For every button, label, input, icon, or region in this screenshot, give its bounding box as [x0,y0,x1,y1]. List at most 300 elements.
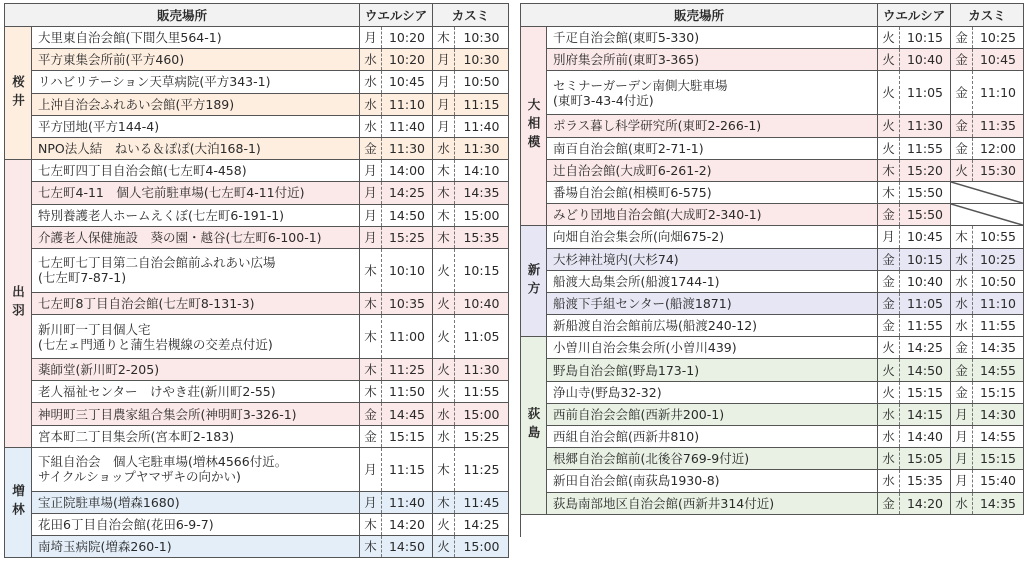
day-label: 火 [433,359,455,380]
kasumi-schedule-cell [951,470,1024,492]
time-label: 14:55 [979,362,1017,378]
kasumi-schedule-cell [951,315,1024,337]
time-label: 11:15 [388,461,426,477]
time-label: 10:40 [906,52,944,68]
kasumi-schedule-cell [433,227,509,249]
region-label: 出羽 [5,160,32,448]
kasumi-schedule-cell [433,315,509,359]
welcia-schedule-cell [878,404,951,426]
kasumi-schedule-cell [951,138,1024,160]
day-label: 水 [360,71,382,92]
location-name: 船渡大島集会所(船渡1744-1) [547,271,878,293]
day-label: 水 [433,138,455,159]
location-name: 船渡下手組センター(船渡1871) [547,293,878,315]
header-kasumi: カスミ [433,4,509,27]
time-label: 10:15 [906,251,944,267]
kasumi-schedule-cell [433,293,509,315]
time-label: 10:55 [979,229,1017,245]
location-name: 下組自治会 個人宅駐車場(増林4566付近。 サイクルショップヤマザキの向かい) [32,448,360,492]
day-label: 木 [433,205,455,226]
location-name: 神明町三丁目農家組合集会所(神明町3-326-1) [32,403,360,425]
welcia-schedule-cell [878,249,951,271]
kasumi-schedule-cell [951,426,1024,448]
time-label: 15:35 [906,473,944,489]
day-label: 水 [878,448,900,469]
location-name: 西前自治会会館(西新井200-1) [547,404,878,426]
welcia-schedule-cell [360,116,433,138]
welcia-schedule-cell [878,293,951,315]
time-label: 15:40 [979,473,1017,489]
location-name: ポラス暮し科学研究所(東町2-266-1) [547,115,878,137]
time-label: 10:45 [979,52,1017,68]
day-label: 木 [360,514,382,535]
day-label: 火 [433,315,455,358]
kasumi-schedule-cell [951,404,1024,426]
welcia-schedule-cell [360,138,433,160]
location-name: 特別養護老人ホームえくぼ(七左町6-191-1) [32,205,360,227]
time-label: 14:40 [906,429,944,445]
time-label: 10:45 [906,229,944,245]
location-name: 七左町四丁目自治会館(七左町4-458) [32,160,360,182]
time-label: 11:00 [388,329,426,345]
region-label: 荻島 [521,337,547,515]
time-label: 11:10 [979,295,1017,311]
time-label: 10:20 [388,30,426,46]
right-schedule-table [520,3,1024,537]
location-name: 浄山寺(野島32-32) [547,382,878,404]
location-name: 別府集会所前(東町3-365) [547,49,878,71]
header-location: 販売場所 [5,4,360,27]
welcia-schedule-cell [360,205,433,227]
kasumi-schedule-cell [433,160,509,182]
welcia-schedule-cell [360,426,433,448]
welcia-schedule-cell [360,448,433,492]
no-service-cell [951,204,1024,226]
kasumi-schedule-cell [951,271,1024,293]
kasumi-schedule-cell [951,115,1024,137]
location-name: NPO法人結 ねいる＆ぽぽ(大泊168-1) [32,138,360,160]
location-name: 向畑自治会集会所(向畑675-2) [547,226,878,248]
time-label: 14:50 [388,207,426,223]
day-label: 金 [878,493,900,514]
kasumi-schedule-cell [433,381,509,403]
day-label: 水 [433,403,455,424]
region-label: 桜井 [5,27,32,160]
day-label: 火 [433,381,455,402]
day-label: 火 [433,514,455,535]
time-label: 14:50 [388,539,426,555]
day-label: 木 [433,448,455,491]
time-label: 11:40 [463,118,500,134]
kasumi-schedule-cell [951,337,1024,359]
day-label: 水 [360,49,382,70]
location-name: 新川町一丁目個人宅 (七左ェ門通りと蒲生岩槻線の交差点付近) [32,315,360,359]
day-label: 金 [951,138,973,159]
location-name: 荻島南部地区自治会館(西新井314付近) [547,493,878,515]
time-label: 14:35 [463,185,500,201]
day-label: 木 [360,536,382,557]
location-name: 平方団地(平方144-4) [32,116,360,138]
day-label: 木 [360,249,382,292]
welcia-schedule-cell [878,138,951,160]
location-name: 千疋自治会館(東町5-330) [547,27,878,49]
location-name: 根郷自治会館前(北後谷769-9付近) [547,448,878,470]
location-name: 辻自治会館(大成町6-261-2) [547,160,878,182]
day-label: 金 [360,138,382,159]
welcia-schedule-cell [360,182,433,204]
day-label: 木 [433,160,455,181]
location-name: 西組自治会館(西新井810) [547,426,878,448]
day-label: 火 [878,337,900,358]
kasumi-schedule-cell [951,49,1024,71]
welcia-schedule-cell [878,359,951,381]
header-welcia: ウエルシア [360,4,433,27]
welcia-schedule-cell [360,315,433,359]
location-name: 上沖自治会ふれあい会館(平方189) [32,94,360,116]
header-kasumi: カスミ [951,4,1024,27]
day-label: 水 [878,404,900,425]
welcia-schedule-cell [360,536,433,558]
welcia-schedule-cell [360,403,433,425]
day-label: 月 [360,492,382,513]
time-label: 11:55 [906,140,944,156]
day-label: 月 [433,49,455,70]
time-label: 11:40 [388,494,426,510]
day-label: 火 [878,27,900,48]
location-name: 介護老人保健施設 葵の園・越谷(七左町6-100-1) [32,227,360,249]
day-label: 木 [360,381,382,402]
kasumi-schedule-cell [951,382,1024,404]
day-label: 水 [878,470,900,491]
time-label: 11:30 [388,141,426,157]
kasumi-schedule-cell [433,492,509,514]
location-name: セミナーガーデン南側大駐車場 (東町3-43-4付近) [547,71,878,115]
location-name: 老人福祉センター けやき荘(新川町2-55) [32,381,360,403]
day-label: 月 [433,71,455,92]
welcia-schedule-cell [878,226,951,248]
time-label: 11:05 [906,85,944,101]
time-label: 11:25 [388,362,426,378]
kasumi-schedule-cell [433,249,509,293]
day-label: 金 [878,271,900,292]
day-label: 金 [951,49,973,70]
kasumi-schedule-cell [433,448,509,492]
day-label: 水 [951,249,973,270]
day-label: 金 [951,115,973,136]
location-name: 新船渡自治会館前広場(船渡240-12) [547,315,878,337]
kasumi-schedule-cell [433,514,509,536]
time-label: 11:50 [388,384,426,400]
day-label: 月 [951,404,973,425]
location-name: 宝正院駐車場(増森1680) [32,492,360,514]
location-name: 七左町七丁目第二自治会館前ふれあい広場 (七左町7-87-1) [32,249,360,293]
welcia-schedule-cell [360,381,433,403]
kasumi-schedule-cell [433,116,509,138]
location-name: 平方東集会所前(平方460) [32,49,360,71]
time-label: 10:35 [388,295,426,311]
day-label: 火 [433,536,455,557]
day-label: 月 [951,426,973,447]
day-label: 水 [360,94,382,115]
time-label: 10:25 [979,251,1017,267]
day-label: 火 [433,293,455,314]
day-label: 金 [878,293,900,314]
time-label: 10:40 [906,273,944,289]
day-label: 金 [951,71,973,114]
kasumi-schedule-cell [951,293,1024,315]
welcia-schedule-cell [360,227,433,249]
header-location: 販売場所 [521,4,878,27]
welcia-schedule-cell [878,204,951,226]
day-label: 木 [433,182,455,203]
day-label: 月 [878,226,900,247]
time-label: 15:50 [906,207,944,223]
location-name: 大里東自治会館(下間久里564-1) [32,27,360,49]
welcia-schedule-cell [878,49,951,71]
day-label: 火 [878,138,900,159]
kasumi-schedule-cell [433,403,509,425]
day-label: 金 [951,337,973,358]
day-label: 木 [433,492,455,513]
time-label: 15:00 [463,406,500,422]
time-label: 11:25 [463,461,500,477]
kasumi-schedule-cell [433,182,509,204]
time-label: 10:50 [463,74,500,90]
time-label: 10:10 [388,262,426,278]
time-label: 10:40 [463,295,500,311]
kasumi-schedule-cell [951,493,1024,515]
day-label: 月 [360,448,382,491]
day-label: 火 [878,382,900,403]
time-label: 14:25 [906,340,944,356]
welcia-schedule-cell [360,94,433,116]
time-label: 15:05 [906,451,944,467]
location-name: みどり団地自治会館(大成町2-340-1) [547,204,878,226]
kasumi-schedule-cell [433,426,509,448]
kasumi-schedule-cell [951,27,1024,49]
time-label: 10:30 [463,30,500,46]
day-label: 金 [951,27,973,48]
day-label: 金 [951,382,973,403]
time-label: 14:25 [388,185,426,201]
day-label: 木 [360,293,382,314]
welcia-schedule-cell [878,337,951,359]
location-name: 野島自治会館(野島173-1) [547,359,878,381]
location-name: 宮本町二丁目集会所(宮本町2-183) [32,426,360,448]
location-name: 花田6丁目自治会館(花田6-9-7) [32,514,360,536]
time-label: 14:10 [463,163,500,179]
time-label: 11:05 [906,295,944,311]
day-label: 木 [433,27,455,48]
day-label: 金 [878,204,900,225]
day-label: 火 [951,160,973,181]
time-label: 10:25 [979,30,1017,46]
day-label: 月 [360,27,382,48]
time-label: 11:10 [388,96,426,112]
header-welcia: ウエルシア [878,4,951,27]
welcia-schedule-cell [878,27,951,49]
time-label: 10:50 [979,273,1017,289]
day-label: 水 [951,271,973,292]
day-label: 火 [433,249,455,292]
location-name: 七左町8丁目自治会館(七左町8-131-3) [32,293,360,315]
location-name: 大杉神社境内(大杉74) [547,249,878,271]
time-label: 14:30 [979,406,1017,422]
welcia-schedule-cell [360,359,433,381]
welcia-schedule-cell [878,71,951,115]
time-label: 15:15 [979,451,1017,467]
time-label: 10:20 [388,52,426,68]
kasumi-schedule-cell [951,226,1024,248]
welcia-schedule-cell [360,71,433,93]
day-label: 木 [360,359,382,380]
location-name: 新田自治会館(南荻島1930-8) [547,470,878,492]
location-name: 番場自治会館(相模町6-575) [547,182,878,204]
welcia-schedule-cell [878,182,951,204]
day-label: 木 [433,227,455,248]
welcia-schedule-cell [360,293,433,315]
kasumi-schedule-cell [433,71,509,93]
time-label: 14:20 [906,495,944,511]
welcia-schedule-cell [878,271,951,293]
time-label: 10:15 [906,30,944,46]
welcia-schedule-cell [360,27,433,49]
time-label: 10:30 [463,52,500,68]
welcia-schedule-cell [878,426,951,448]
time-label: 11:30 [906,118,944,134]
welcia-schedule-cell [360,249,433,293]
day-label: 水 [951,493,973,514]
kasumi-schedule-cell [951,359,1024,381]
day-label: 金 [360,426,382,447]
welcia-schedule-cell [878,315,951,337]
time-label: 15:00 [463,207,500,223]
day-label: 月 [951,470,973,491]
time-label: 11:45 [463,494,500,510]
day-label: 月 [360,182,382,203]
welcia-schedule-cell [878,493,951,515]
time-label: 11:10 [979,85,1017,101]
no-service-cell [951,182,1024,204]
day-label: 火 [878,71,900,114]
day-label: 金 [360,403,382,424]
time-label: 15:15 [979,384,1017,400]
time-label: 14:45 [388,406,426,422]
time-label: 10:45 [388,74,426,90]
welcia-schedule-cell [878,115,951,137]
kasumi-schedule-cell [951,71,1024,115]
day-label: 月 [360,227,382,248]
day-label: 水 [433,426,455,447]
kasumi-schedule-cell [951,160,1024,182]
day-label: 木 [360,315,382,358]
location-name: 七左町4-11 個人宅前駐車場(七左町4-11付近) [32,182,360,204]
region-label: 新方 [521,226,547,337]
kasumi-schedule-cell [433,138,509,160]
day-label: 月 [433,116,455,137]
location-name: 南埼玉病院(増森260-1) [32,536,360,558]
region-label: 増林 [5,448,32,559]
time-label: 10:15 [463,262,500,278]
day-label: 水 [360,116,382,137]
day-label: 水 [951,315,973,336]
time-label: 14:20 [388,517,426,533]
time-label: 14:35 [979,340,1017,356]
time-label: 14:00 [388,163,426,179]
time-label: 15:25 [388,229,426,245]
day-label: 金 [951,359,973,380]
day-label: 火 [878,115,900,136]
kasumi-schedule-cell [433,205,509,227]
location-name: 小曽川自治会集会所(小曽川439) [547,337,878,359]
kasumi-schedule-cell [951,249,1024,271]
day-label: 水 [951,293,973,314]
location-name: 南百自治会館(東町2-71-1) [547,138,878,160]
time-label: 14:35 [979,495,1017,511]
time-label: 15:50 [906,185,944,201]
time-label: 11:30 [463,141,500,157]
time-label: 14:55 [979,429,1017,445]
time-label: 15:30 [979,162,1017,178]
welcia-schedule-cell [360,514,433,536]
day-label: 木 [878,160,900,181]
region-label: 大相模 [521,27,547,226]
time-label: 15:35 [463,229,500,245]
welcia-schedule-cell [360,49,433,71]
time-label: 11:55 [906,318,944,334]
time-label: 11:35 [979,118,1017,134]
welcia-schedule-cell [878,448,951,470]
time-label: 11:40 [388,118,426,134]
kasumi-schedule-cell [433,27,509,49]
welcia-schedule-cell [878,382,951,404]
kasumi-schedule-cell [951,448,1024,470]
welcia-schedule-cell [360,492,433,514]
day-label: 木 [951,226,973,247]
location-name: 薬師堂(新川町2-205) [32,359,360,381]
time-label: 15:25 [463,428,500,444]
kasumi-schedule-cell [433,94,509,116]
welcia-schedule-cell [360,160,433,182]
time-label: 15:20 [906,162,944,178]
welcia-schedule-cell [878,160,951,182]
day-label: 水 [878,426,900,447]
time-label: 14:50 [906,362,944,378]
time-label: 11:15 [463,96,500,112]
location-name: リハビリテーション天草病院(平方343-1) [32,71,360,93]
day-label: 月 [951,448,973,469]
time-label: 11:55 [463,384,500,400]
day-label: 木 [878,182,900,203]
day-label: 月 [360,205,382,226]
left-schedule-table [4,3,509,558]
day-label: 金 [878,315,900,336]
time-label: 11:30 [463,362,500,378]
time-label: 11:55 [979,318,1017,334]
time-label: 15:15 [906,384,944,400]
kasumi-schedule-cell [433,49,509,71]
time-label: 14:25 [463,517,500,533]
time-label: 14:15 [906,406,944,422]
day-label: 火 [878,49,900,70]
day-label: 火 [878,359,900,380]
welcia-schedule-cell [878,470,951,492]
time-label: 12:00 [979,140,1017,156]
day-label: 月 [433,94,455,115]
kasumi-schedule-cell [433,536,509,558]
day-label: 月 [360,160,382,181]
kasumi-schedule-cell [433,359,509,381]
